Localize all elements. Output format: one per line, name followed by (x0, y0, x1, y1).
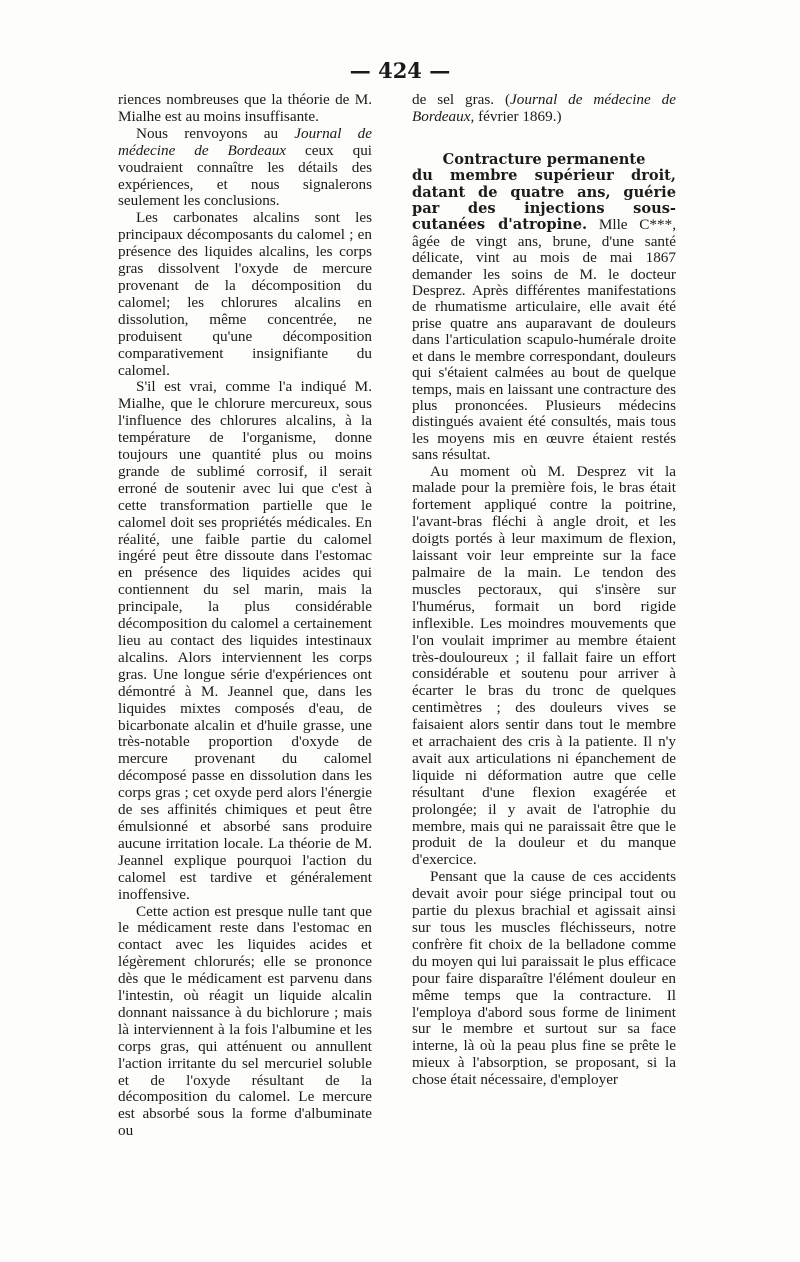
paragraph: S'il est vrai, comme l'a indiqué M. Mialhe, que le chlorure mercureux, sous l'influence des chlorures alcalins, à la température de l'organisme, donne toujours une quantité plus ou moins grande de sublimé corrosif, il serait erroné de soutenir avec lui que c'est à cette transformation partielle que le calomel doit ses propriétés médicales. En réalité, une faible partie du calomel ingéré peut être dissoute dans l'estomac en présence des liquides acides qui contiennent du sel marin, mais la principale, la plus considérable décomposition du calomel a certainement lieu au contact des liquides intestinaux alcalins. Alors interviennent les corps gras. Une longue série d'expériences ont démontré à M. Jeannel que, dans les liquides mixtes composés d'eau, de bicarbonate alcalin et d'huile grasse, une très-notable proportion d'oxyde de mercure provenant du calomel décomposé passe en dissolution dans les corps gras ; cet oxyde perd alors l'énergie de ses affinités chimiques et peut être émulsionné et absorbé sans produire aucune irritation locale. La théorie de M. Jeannel explique pourquoi l'action du calomel est tardive et généralement inoffensive. (118, 378, 372, 903)
paragraph: Les carbonates alcalins sont les principaux décomposants du calomel ; en présence des liquides alcalins, les corps gras dissolvent l'oxyde de mercure provenant de la décomposition du calomel; les chlorures alcalins en dissolution, même concentrée, ne produisent qu'une décomposition comparativement insignifiante du calomel. (118, 209, 372, 379)
journal-title: Journal de médecine de Bordeaux, (412, 91, 676, 125)
journal-title: Journal de médecine de Bordeaux (118, 124, 372, 159)
page-number: — 424 — (349, 58, 451, 83)
paragraph: de sel gras. (Journal de médecine de Bordeaux, février 1869.) (412, 91, 676, 125)
paragraph: riences nombreuses que la théorie de M. Mialhe est au moins insuffisante. (118, 91, 372, 125)
right-column (412, 92, 676, 1089)
section-heading: Contracture permanente du membre supérieur droit, datant de quatre ans, guérie par des injections sous-cutanées d'atropine. Mlle C***, âgée de vingt ans, brune, d'une santé délicate, vint au mois de mai 1867 demander les soins de M. le docteur Desprez. Après différentes manifestations de rhumatisme articulaire, elle avait été prise quatre ans auparavant de douleurs dans l'articulation scapulo-humérale droite et dans le membre correspondant, douleurs qui s'étaient calmées au bout de quelque temps, mais en laissant une contracture des plus prononcées. Plusieurs médecins distingués avaient été consultés, mais tous les moyens mis en œuvre étaient restés sans résultat. (412, 150, 676, 464)
paragraph: Cette action est presque nulle tant que le médicament reste dans l'estomac en contact avec les liquides acides et légèrement chlorurés; elle se prononce dès que le médicament est parvenu dans l'intestin, où réagit un liquide alcalin donnant naissance à du bichlorure ; mais là interviennent à la fois l'albumine et les corps gras, qui atténuent ou annullent l'action irritante du sel mercuriel soluble et de l'oxyde résultant de la décomposition du calomel. Le mercure est absorbé sous la forme d'albuminate ou (118, 902, 372, 1140)
paragraph: Nous renvoyons au Journal de médecine de Bordeaux ceux qui voudraient connaître les détails des expériences, et nous signalerons seulement les conclusions. (118, 124, 373, 210)
paragraph: Au moment où M. Desprez vit la malade pour la première fois, le bras était fortement appliqué contre la poitrine, l'avant-bras fléchi à angle droit, et les doigts portés à leur maximum de flexion, laissant voir leur empreinte sur la face palmaire de la main. Le tendon des muscles pectoraux, qui s'insère sur l'humérus, formait un bord rigide inflexible. Les moindres mouvements que l'on voulait imprimer au membre étaient très-douloureux ; il fallait faire un effort considérable et soutenu pour arriver à écarter le bras du tronc de quelques centimètres ; des douleurs vives se faisaient alors sentir dans tout le membre et arrachaient des cris à la patiente. Il n'y avait aux articulations ni épanchement de liquide ni déformation autre que celle résultant d'une flexion exagérée et prolongée; il y avait de l'atrophie du membre, mais qui ne paraissait être que le produit de la douleur et du manque d'exercice. (412, 462, 676, 869)
left-column (118, 92, 372, 1140)
paragraph: Pensant que la cause de ces accidents devait avoir pour siége principal tout ou partie du plexus brachial et agissait ainsi sur tous les muscles fléchisseurs, notre confrère fit choix de la belladone comme du moyen qui lui paraissait le plus efficace pour faire disparaître l'élément douleur en même temps que la contracture. Il l'employa d'abord sous forme de liniment sur le membre et surtout sur sa face interne, là où la peau plus fine se prête le mieux à l'absorption, se proposant, si la chose était nécessaire, d'employer (412, 868, 676, 1089)
